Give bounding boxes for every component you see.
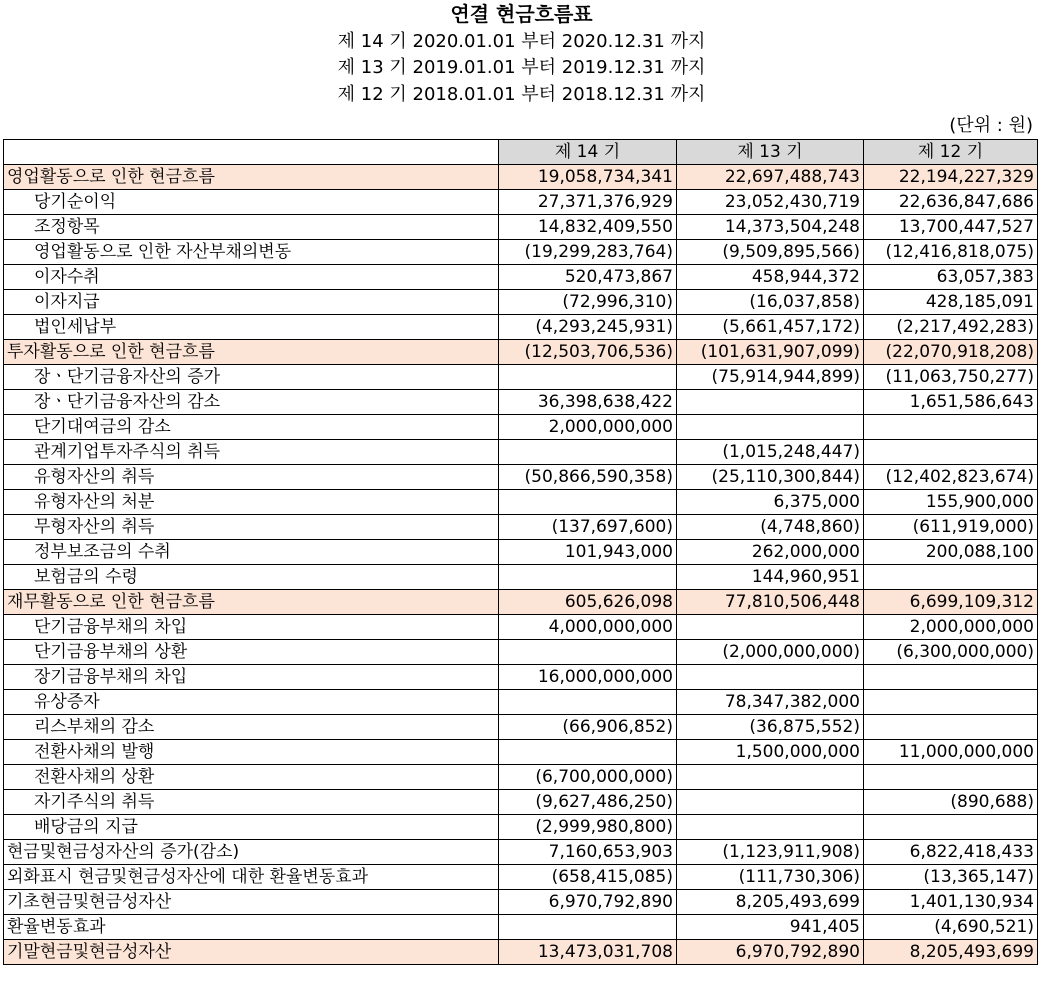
value-cell-12: (2,217,492,283) xyxy=(864,315,1038,340)
row-label: 장ㆍ단기금융자산의 감소 xyxy=(4,390,499,415)
value-cell-14: 2,000,000,000 xyxy=(499,415,677,440)
value-cell-14: 16,000,000,000 xyxy=(499,665,677,690)
value-cell-12: 200,088,100 xyxy=(864,540,1038,565)
value-cell-13: 23,052,430,719 xyxy=(677,190,864,215)
table-row xyxy=(4,640,1038,665)
table-row xyxy=(4,190,1038,215)
value-cell-12 xyxy=(864,665,1038,690)
value-cell-13: (4,748,860) xyxy=(677,515,864,540)
value-cell-13: 8,205,493,699 xyxy=(677,890,864,915)
cash-flow-table xyxy=(3,139,1038,965)
table-row xyxy=(4,515,1038,540)
table-row xyxy=(4,790,1038,815)
row-label: 전환사채의 발행 xyxy=(4,740,499,765)
table-row xyxy=(4,915,1038,940)
value-cell-14 xyxy=(499,740,677,765)
table-row xyxy=(4,715,1038,740)
value-cell-12: (4,690,521) xyxy=(864,915,1038,940)
value-cell-13: 1,500,000,000 xyxy=(677,740,864,765)
table-row xyxy=(4,215,1038,240)
value-cell-13 xyxy=(677,790,864,815)
row-label: 재무활동으로 인한 현금흐름 xyxy=(4,590,499,615)
section-row xyxy=(4,940,1038,965)
table-row xyxy=(4,240,1038,265)
value-cell-13: 77,810,506,448 xyxy=(677,590,864,615)
row-label: 정부보조금의 수취 xyxy=(4,540,499,565)
value-cell-12: 2,000,000,000 xyxy=(864,615,1038,640)
value-cell-12: 8,205,493,699 xyxy=(864,940,1038,965)
value-cell-12: (12,402,823,674) xyxy=(864,465,1038,490)
value-cell-13: (36,875,552) xyxy=(677,715,864,740)
value-cell-14 xyxy=(499,440,677,465)
value-cell-12: (12,416,818,075) xyxy=(864,240,1038,265)
period-line-13: 제 13 기 2019.01.01 부터 2019.12.31 까지 xyxy=(337,57,706,78)
row-label: 자기주식의 취득 xyxy=(4,790,499,815)
row-label: 이자수취 xyxy=(4,265,499,290)
value-cell-12: 1,651,586,643 xyxy=(864,390,1038,415)
table-row xyxy=(4,765,1038,790)
table-row xyxy=(4,490,1038,515)
value-cell-12: 6,822,418,433 xyxy=(864,840,1038,865)
value-cell-12: 428,185,091 xyxy=(864,290,1038,315)
value-cell-14: (137,697,600) xyxy=(499,515,677,540)
value-cell-13: 458,944,372 xyxy=(677,265,864,290)
value-cell-14: (658,415,085) xyxy=(499,865,677,890)
value-cell-13: 6,375,000 xyxy=(677,490,864,515)
value-cell-12: 155,900,000 xyxy=(864,490,1038,515)
value-cell-12: 1,401,130,934 xyxy=(864,890,1038,915)
row-label: 유형자산의 취득 xyxy=(4,465,499,490)
report-title: 연결 현금흐름표 xyxy=(450,2,593,26)
value-cell-13 xyxy=(677,765,864,790)
table-row xyxy=(4,365,1038,390)
value-cell-13: (2,000,000,000) xyxy=(677,640,864,665)
header-period-13: 제 13 기 xyxy=(677,140,864,165)
value-cell-13: 78,347,382,000 xyxy=(677,690,864,715)
row-label: 단기금융부채의 상환 xyxy=(4,640,499,665)
period-line-14: 제 14 기 2020.01.01 부터 2020.12.31 까지 xyxy=(337,31,706,52)
value-cell-14: 7,160,653,903 xyxy=(499,840,677,865)
value-cell-13: (101,631,907,099) xyxy=(677,340,864,365)
value-cell-14 xyxy=(499,915,677,940)
value-cell-13: (111,730,306) xyxy=(677,865,864,890)
value-cell-12: (611,919,000) xyxy=(864,515,1038,540)
value-cell-14: (66,906,852) xyxy=(499,715,677,740)
section-row xyxy=(4,590,1038,615)
row-label: 조정항목 xyxy=(4,215,499,240)
value-cell-14: 14,832,409,550 xyxy=(499,215,677,240)
value-cell-12: 11,000,000,000 xyxy=(864,740,1038,765)
value-cell-12: 22,194,227,329 xyxy=(864,165,1038,190)
value-cell-14: 6,970,792,890 xyxy=(499,890,677,915)
header-row xyxy=(4,140,1038,165)
value-cell-14: (2,999,980,800) xyxy=(499,815,677,840)
value-cell-14: 19,058,734,341 xyxy=(499,165,677,190)
value-cell-12 xyxy=(864,440,1038,465)
value-cell-12 xyxy=(864,690,1038,715)
value-cell-12: 13,700,447,527 xyxy=(864,215,1038,240)
table-row xyxy=(4,565,1038,590)
table-row xyxy=(4,265,1038,290)
value-cell-13: (1,015,248,447) xyxy=(677,440,864,465)
value-cell-14: (6,700,000,000) xyxy=(499,765,677,790)
value-cell-13: 144,960,951 xyxy=(677,565,864,590)
value-cell-12: (890,688) xyxy=(864,790,1038,815)
value-cell-14: 27,371,376,929 xyxy=(499,190,677,215)
value-cell-14: 36,398,638,422 xyxy=(499,390,677,415)
table-row xyxy=(4,390,1038,415)
row-label: 기초현금및현금성자산 xyxy=(4,890,499,915)
row-label: 외화표시 현금및현금성자산에 대한 환율변동효과 xyxy=(4,865,499,890)
value-cell-14: 520,473,867 xyxy=(499,265,677,290)
value-cell-12 xyxy=(864,415,1038,440)
table-row xyxy=(4,815,1038,840)
section-row xyxy=(4,165,1038,190)
table-body xyxy=(4,165,1038,965)
table-row xyxy=(4,315,1038,340)
table-row xyxy=(4,440,1038,465)
row-label: 관계기업투자주식의 취득 xyxy=(4,440,499,465)
row-label: 유형자산의 처분 xyxy=(4,490,499,515)
table-row xyxy=(4,890,1038,915)
value-cell-13 xyxy=(677,415,864,440)
value-cell-12: 6,699,109,312 xyxy=(864,590,1038,615)
value-cell-12 xyxy=(864,565,1038,590)
value-cell-12: 22,636,847,686 xyxy=(864,190,1038,215)
value-cell-13: (75,914,944,899) xyxy=(677,365,864,390)
value-cell-14: 101,943,000 xyxy=(499,540,677,565)
value-cell-14: (19,299,283,764) xyxy=(499,240,677,265)
value-cell-13: 22,697,488,743 xyxy=(677,165,864,190)
table-row xyxy=(4,865,1038,890)
row-label: 리스부채의 감소 xyxy=(4,715,499,740)
value-cell-13: (5,661,457,172) xyxy=(677,315,864,340)
row-label: 환율변동효과 xyxy=(4,915,499,940)
table-row xyxy=(4,540,1038,565)
value-cell-14: 13,473,031,708 xyxy=(499,940,677,965)
value-cell-14 xyxy=(499,490,677,515)
table-row xyxy=(4,690,1038,715)
row-label: 단기대여금의 감소 xyxy=(4,415,499,440)
value-cell-14 xyxy=(499,565,677,590)
value-cell-12 xyxy=(864,715,1038,740)
row-label: 배당금의 지급 xyxy=(4,815,499,840)
row-label: 당기순이익 xyxy=(4,190,499,215)
row-label: 장기금융부채의 차입 xyxy=(4,665,499,690)
value-cell-14: (12,503,706,536) xyxy=(499,340,677,365)
value-cell-13 xyxy=(677,615,864,640)
value-cell-13 xyxy=(677,390,864,415)
value-cell-12: (6,300,000,000) xyxy=(864,640,1038,665)
unit-label: (단위 : 원) xyxy=(949,115,1033,136)
row-label: 영업활동으로 인한 현금흐름 xyxy=(4,165,499,190)
row-label: 무형자산의 취득 xyxy=(4,515,499,540)
value-cell-14 xyxy=(499,365,677,390)
value-cell-13: (16,037,858) xyxy=(677,290,864,315)
row-label: 이자지급 xyxy=(4,290,499,315)
row-label: 영업활동으로 인한 자산부채의변동 xyxy=(4,240,499,265)
header-period-14: 제 14 기 xyxy=(499,140,677,165)
row-label: 전환사채의 상환 xyxy=(4,765,499,790)
value-cell-14: (72,996,310) xyxy=(499,290,677,315)
value-cell-14: (50,866,590,358) xyxy=(499,465,677,490)
table-row xyxy=(4,615,1038,640)
row-label: 현금및현금성자산의 증가(감소) xyxy=(4,840,499,865)
row-label: 단기금융부채의 차입 xyxy=(4,615,499,640)
section-row xyxy=(4,340,1038,365)
row-label: 장ㆍ단기금융자산의 증가 xyxy=(4,365,499,390)
table-row xyxy=(4,290,1038,315)
table-row xyxy=(4,665,1038,690)
table-row xyxy=(4,465,1038,490)
value-cell-14 xyxy=(499,690,677,715)
value-cell-13 xyxy=(677,665,864,690)
value-cell-13 xyxy=(677,815,864,840)
row-label: 기말현금및현금성자산 xyxy=(4,940,499,965)
value-cell-13: (1,123,911,908) xyxy=(677,840,864,865)
value-cell-14 xyxy=(499,640,677,665)
value-cell-13: 262,000,000 xyxy=(677,540,864,565)
value-cell-12: (13,365,147) xyxy=(864,865,1038,890)
table-row xyxy=(4,740,1038,765)
row-label: 법인세납부 xyxy=(4,315,499,340)
table-row xyxy=(4,415,1038,440)
value-cell-14: (4,293,245,931) xyxy=(499,315,677,340)
value-cell-14: 4,000,000,000 xyxy=(499,615,677,640)
row-label: 보험금의 수령 xyxy=(4,565,499,590)
row-label: 투자활동으로 인한 현금흐름 xyxy=(4,340,499,365)
value-cell-14: 605,626,098 xyxy=(499,590,677,615)
value-cell-12: (11,063,750,277) xyxy=(864,365,1038,390)
value-cell-13: 6,970,792,890 xyxy=(677,940,864,965)
value-cell-13: (25,110,300,844) xyxy=(677,465,864,490)
header-period-12: 제 12 기 xyxy=(864,140,1038,165)
header-blank-cell xyxy=(4,140,499,165)
value-cell-13: (9,509,895,566) xyxy=(677,240,864,265)
value-cell-12: (22,070,918,208) xyxy=(864,340,1038,365)
value-cell-13: 941,405 xyxy=(677,915,864,940)
row-label: 유상증자 xyxy=(4,690,499,715)
value-cell-12 xyxy=(864,765,1038,790)
table-row xyxy=(4,840,1038,865)
value-cell-12: 63,057,383 xyxy=(864,265,1038,290)
value-cell-13: 14,373,504,248 xyxy=(677,215,864,240)
value-cell-14: (9,627,486,250) xyxy=(499,790,677,815)
value-cell-12 xyxy=(864,815,1038,840)
period-line-12: 제 12 기 2018.01.01 부터 2018.12.31 까지 xyxy=(337,84,706,105)
